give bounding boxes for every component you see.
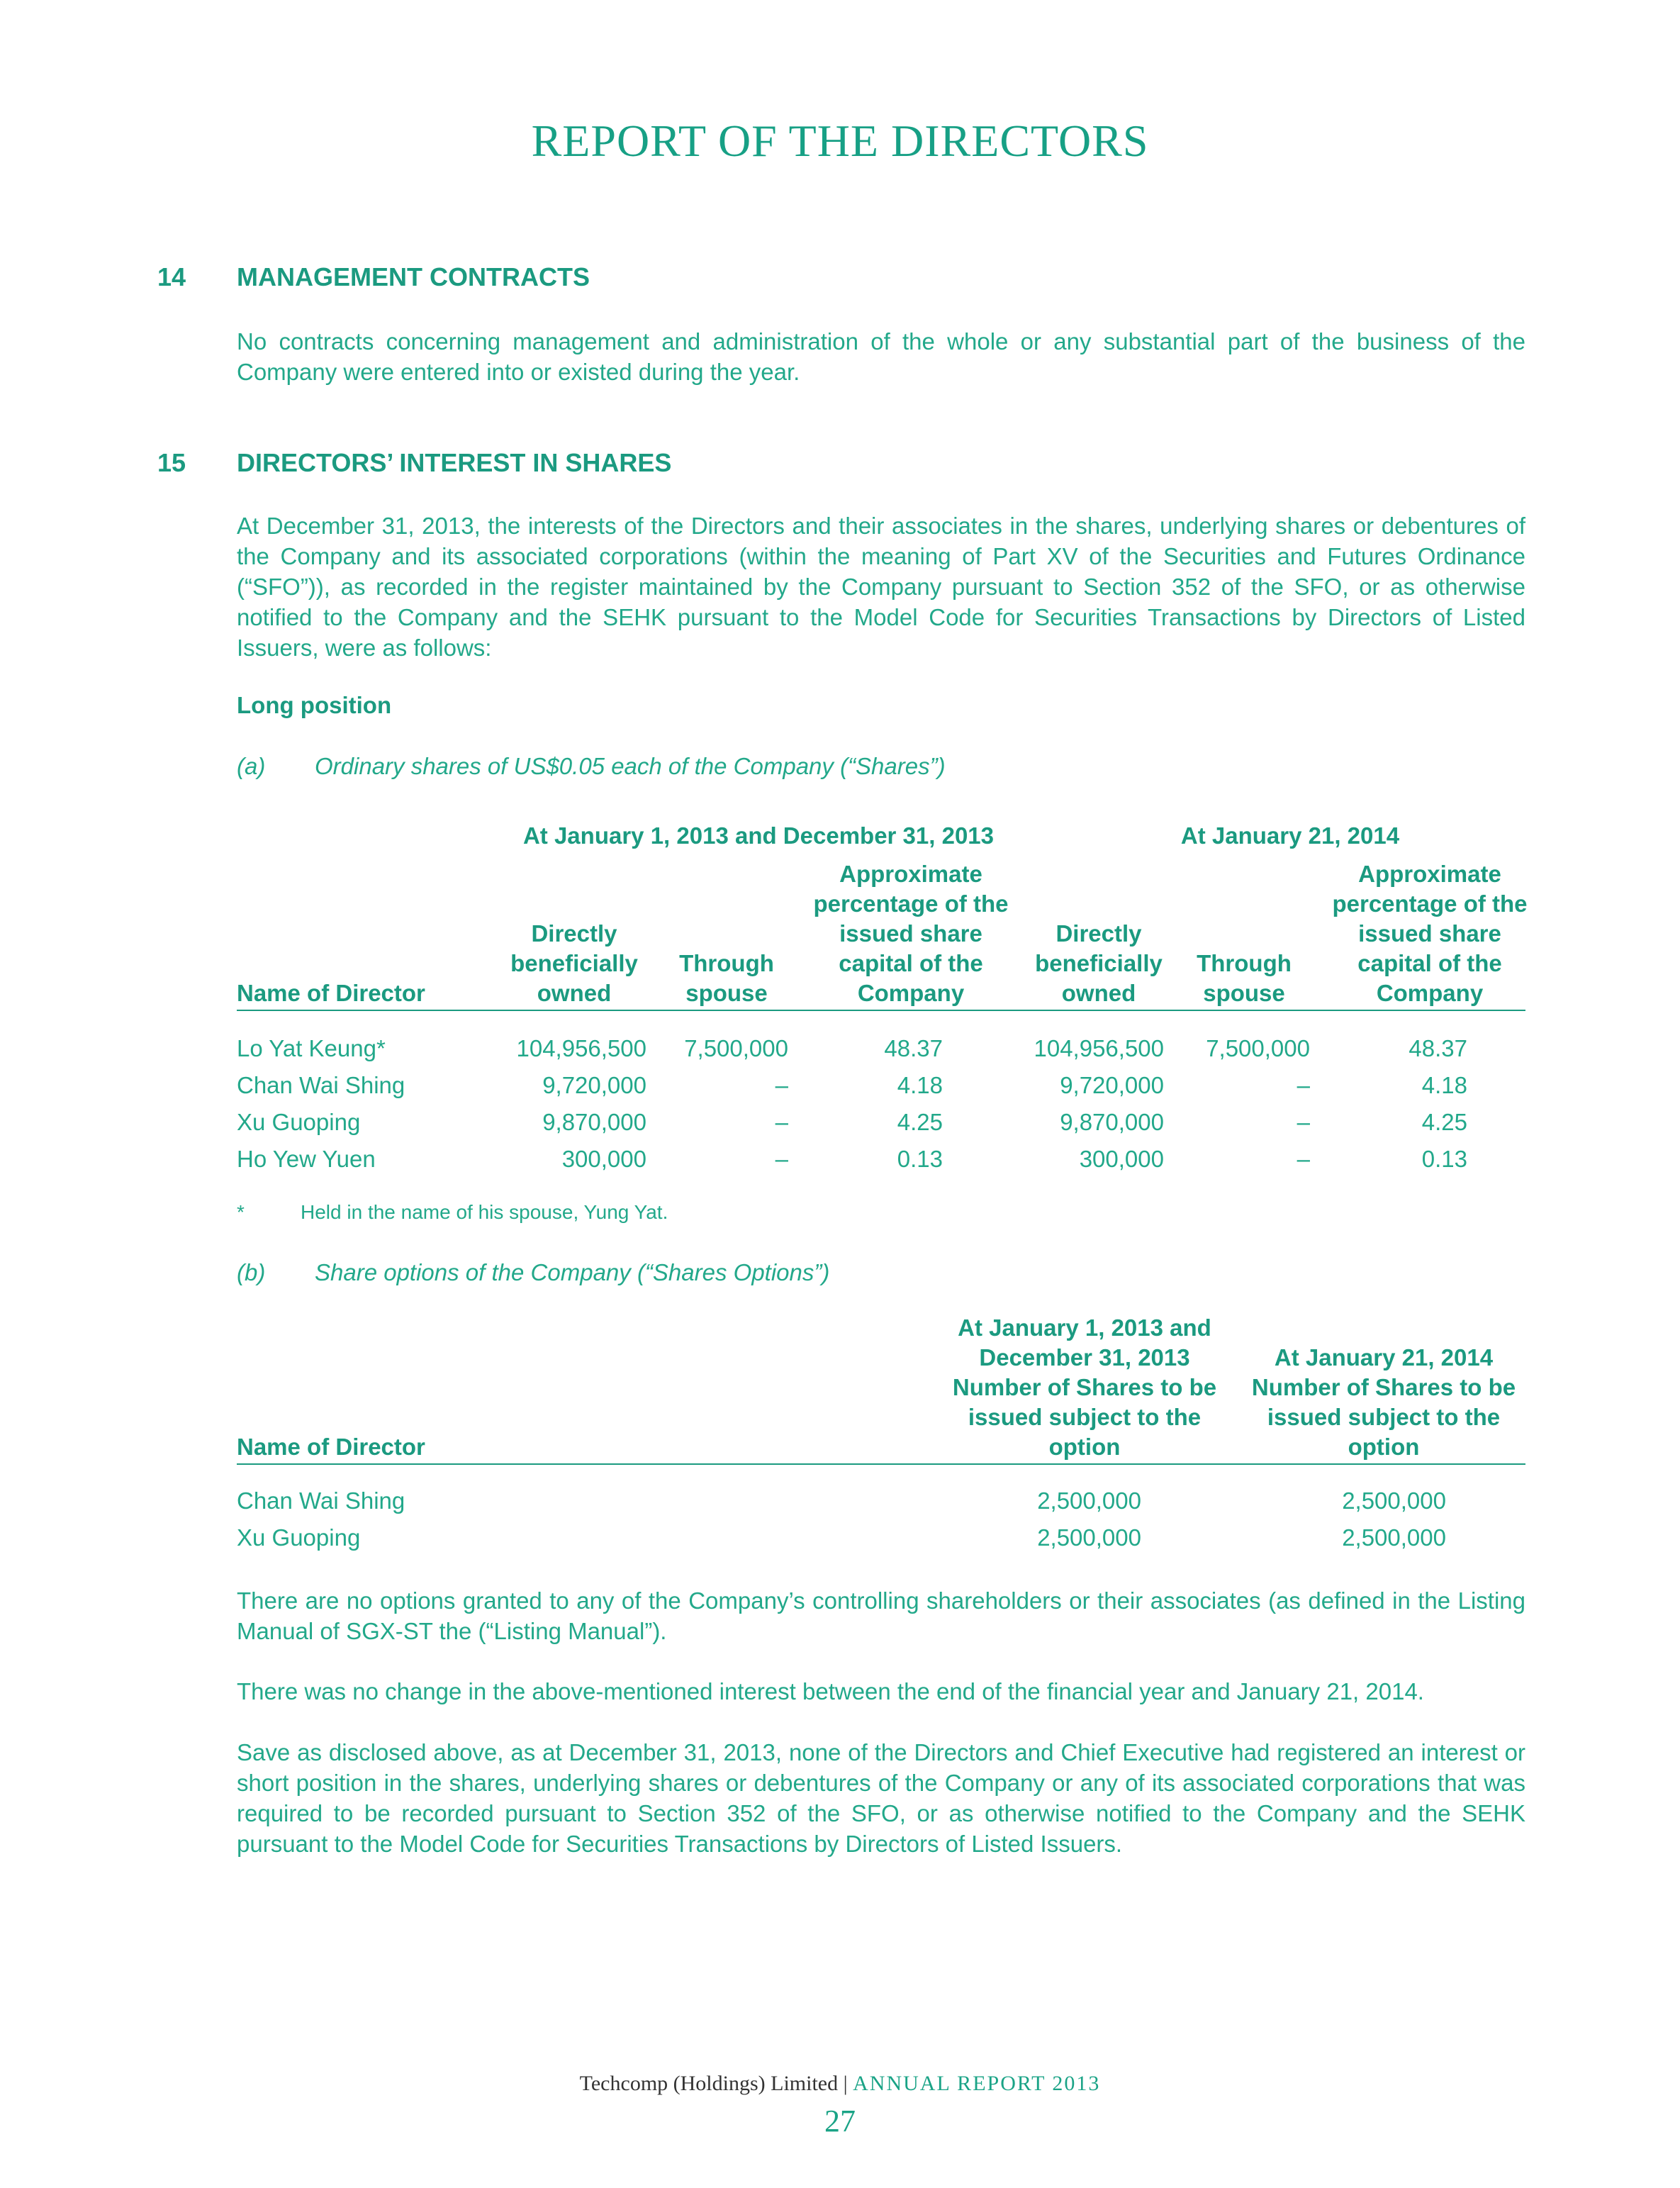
table-a-spouse-1: 7,500,000	[684, 1035, 788, 1061]
table-a-name: Xu Guoping	[237, 1109, 361, 1135]
table-a-direct-1: 104,956,500	[516, 1035, 646, 1061]
table-a-direct-1: 9,720,000	[542, 1072, 646, 1098]
section-15-intro: At December 31, 2013, the interests of the Directors and their associates in the shares, underlying shares or debentures of the Company and its associated corporations (within the meaning of Part XV of the Securities and Futures Ordinance (“SFO”)), as recorded in the register maintained by the Company pursuant to Section 352 of the SFO, or as otherwise notified to the Company and the SEHK pursuant to the Model Code for Securities Transactions by Directors of Listed Issuers, were as follows:	[237, 513, 1525, 661]
table-a-direct-header-1: Directly beneficially owned	[510, 920, 638, 1006]
table-a-pct-1: 48.37	[884, 1035, 943, 1061]
table-a-direct-2: 300,000	[1079, 1146, 1164, 1172]
table-a-spouse-1: –	[775, 1146, 788, 1172]
table-a-name: Lo Yat Keung*	[237, 1035, 386, 1061]
table-a-name: Ho Yew Yuen	[237, 1146, 376, 1172]
save-as-disclosed-paragraph: Save as disclosed above, as at December 31, 2013, none of the Directors and Chief Executive had registered an interest or short position in the shares, underlying shares or debentures of the Company or any of its associated corporations that was required to be recorded pursuant to Section 352 of the SFO, or as otherwise notified to the Company and the SEHK pursuant to the Model Code for Securities Transactions by Directors of Listed Issuers.	[237, 1739, 1525, 1857]
table-b-value-2: 2,500,000	[1342, 1487, 1446, 1514]
table-a-group2-header: At January 21, 2014	[1180, 822, 1400, 849]
table-a-direct-2: 104,956,500	[1034, 1035, 1164, 1061]
section-14-body: No contracts concerning management and administration of the whole or any substantial part of the business of the Company were entered into or existed during the year.	[237, 328, 1525, 385]
table-b-value-1: 2,500,000	[1037, 1524, 1141, 1551]
table-a-direct-2: 9,720,000	[1060, 1072, 1164, 1098]
footnote-marker: *	[237, 1201, 245, 1223]
table-a-header-rule	[237, 1010, 1525, 1011]
table-a-spouse-2: –	[1297, 1109, 1310, 1135]
section-14-number: 14	[157, 262, 186, 291]
item-a-text: Ordinary shares of US$0.05 each of the Company (“Shares”)	[315, 753, 946, 779]
table-b-name-header: Name of Director	[237, 1434, 425, 1460]
section-14-title: MANAGEMENT CONTRACTS	[237, 262, 590, 291]
page-title: REPORT OF THE DIRECTORS	[531, 116, 1149, 166]
table-a-pct-2: 0.13	[1421, 1146, 1467, 1172]
table-a-pct-1: 0.13	[897, 1146, 943, 1172]
table-a-direct-2: 9,870,000	[1060, 1109, 1164, 1135]
footnote-text: Held in the name of his spouse, Yung Yat.	[301, 1201, 668, 1223]
long-position-heading: Long position	[237, 692, 392, 718]
no-change-paragraph: There was no change in the above-mentioned interest between the end of the financial year and January 21, 2014.	[237, 1678, 1424, 1704]
table-b-header-rule	[237, 1463, 1525, 1465]
table-a-spouse-header-1: Through spouse	[679, 950, 774, 1006]
table-a-pct-1: 4.18	[897, 1072, 943, 1098]
table-b-name: Chan Wai Shing	[237, 1487, 405, 1514]
table-a-pct-2: 4.18	[1421, 1072, 1467, 1098]
table-a-pct-header-1: Approximate percentage of the issued share capital of the Company	[813, 861, 1009, 1006]
table-a-name-header: Name of Director	[237, 980, 425, 1006]
table-b-value-2: 2,500,000	[1342, 1524, 1446, 1551]
table-b-col2-header: At January 21, 2014 Number of Shares to be issued subject to the option	[1251, 1344, 1516, 1460]
footer-report: ANNUAL REPORT 2013	[853, 2072, 1101, 2095]
page-number: 27	[824, 2104, 856, 2138]
footer-separator: |	[843, 2072, 848, 2095]
table-a-pct-2: 48.37	[1409, 1035, 1467, 1061]
table-a-pct-header-2: Approximate percentage of the issued share capital of the Company	[1332, 861, 1528, 1006]
table-b-value-1: 2,500,000	[1037, 1487, 1141, 1514]
table-b-name: Xu Guoping	[237, 1524, 361, 1551]
footer	[0, 2072, 1680, 2096]
table-a-name: Chan Wai Shing	[237, 1072, 405, 1098]
item-b-letter: (b)	[237, 1259, 266, 1285]
options-paragraph: There are no options granted to any of the Company’s controlling shareholders or their associates (as defined in the Listing Manual of SGX-ST the (“Listing Manual”).	[237, 1587, 1525, 1644]
table-a-direct-1: 300,000	[561, 1146, 646, 1172]
section-15-number: 15	[157, 448, 186, 477]
table-a-direct-1: 9,870,000	[542, 1109, 646, 1135]
item-b-text: Share options of the Company (“Shares Options”)	[315, 1259, 830, 1285]
table-a-pct-2: 4.25	[1421, 1109, 1467, 1135]
table-a-spouse-2: –	[1297, 1146, 1310, 1172]
table-a-group1-header: At January 1, 2013 and December 31, 2013	[522, 822, 995, 849]
table-a-spouse-header-2: Through spouse	[1197, 950, 1292, 1006]
table-b-col1-header: At January 1, 2013 and December 31, 2013 Number of Shares to be issued subject to the option	[952, 1315, 1217, 1460]
table-a-spouse-1: –	[775, 1109, 788, 1135]
table-a-spouse-2: –	[1297, 1072, 1310, 1098]
section-15-title: DIRECTORS’ INTEREST IN SHARES	[237, 448, 672, 477]
footer-company: Techcomp (Holdings) Limited	[579, 2072, 839, 2095]
item-a-letter: (a)	[237, 753, 266, 779]
table-a-spouse-1: –	[775, 1072, 788, 1098]
table-a-spouse-2: 7,500,000	[1206, 1035, 1310, 1061]
table-a-pct-1: 4.25	[897, 1109, 943, 1135]
table-a-direct-header-2: Directly beneficially owned	[1035, 920, 1163, 1006]
